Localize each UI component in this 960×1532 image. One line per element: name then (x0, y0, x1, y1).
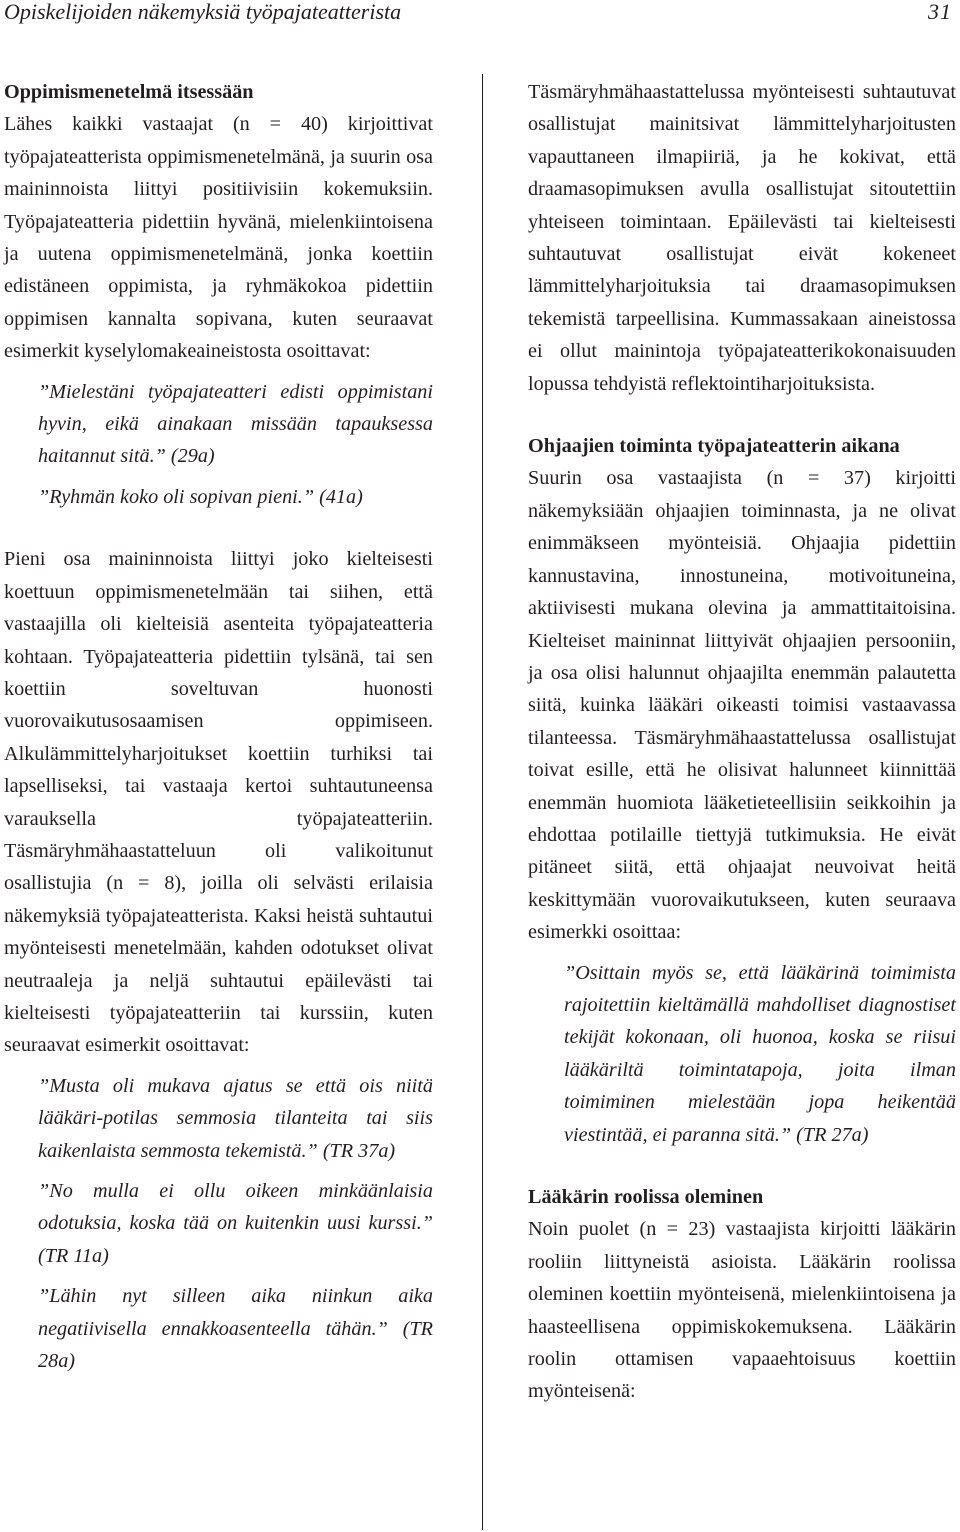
column-divider (482, 74, 483, 1530)
right-column (528, 76, 956, 1408)
quote-tr37a: ”Musta oli mukava ajatus se että ois niitä lääkäri-potilas semmosia tilanteita tai siis kaikenlaista semmosta tekemistä.” (TR 37a) (38, 1074, 433, 1162)
paragraph-laakarin-rooli: Noin puolet (n = 23) vastaajista kirjoitti lääkärin rooliin liittyneistä asioista. Lääkärin roolissa oleminen koettiin myönteisenä, mielenkiintoisena ja haasteellisena oppimiskokemuksena. Lääkärin roolin ottamisen vapaaehtoisuus koettiin myönteisenä: (528, 1218, 956, 1403)
section-heading-oppimismenetelma: Oppimismenetelmä itsessään (4, 81, 254, 103)
quote-tr28a: ”Lähin nyt silleen aika niinkun aika negatiivisella ennakkoasenteella tähän.” (TR 28a) (38, 1285, 433, 1373)
running-header (0, 0, 960, 30)
quote-29a: ”Mielestäni työpajateatteri edisti oppimistani hyvin, eikä ainakaan missään tapauksessa haitannut sitä.” (29a) (38, 380, 433, 468)
quote-tr11a: ”No mulla ei ollu oikeen minkäänlaisia odotuksia, koska tää on kuitenkin uusi kurssi.” (TR 11a) (38, 1180, 433, 1267)
paragraph-kielteiset: Pieni osa maininnoista liittyi joko kielteisesti koettuun oppimismenetelmään tai siihen, että vastaajilla oli kielteisiä asenteita työpajateatteria kohtaan. Työpajateatteria pidettiin tylsänä, tai sen koettiin soveltuvan huonosti vuorovaikutusosaamisen oppimiseen. Alkulämmittelyharjoitukset koettiin turhiksi tai lapselliseksi, tai vastaaja kertoi suhtautuneensa varauksella työpajateatteriin. Täsmäryhmähaastatteluun oli valikoitunut osallistujia (n = 8), joilla oli selvästi erilaisia näkemyksiä työpajateatterista. Kaksi heistä suhtautui myönteisesti menetelmään, kahden odotukset olivat neutraaleja ja neljä suhtautui epäilevästi tai kielteisesti työpajateatteriin tai kurssiin, kuten seuraavat esimerkit osoittavat: (4, 548, 433, 1057)
paragraph-ohjaajat: Suurin osa vastaajista (n = 37) kirjoitti näkemyksiään ohjaajien toiminnasta, ja ne olivat enimmäkseen myönteisiä. Ohjaajia pidettiin kannustavina, innostuneina, motivoituneina, aktiivisesti mukana olevina ja ammattitaitoisina. Kielteiset maininnat liittyivät ohjaajien persooniin, ja osa olisi halunnut ohjaajilta enemmän palautetta siitä, kuinka lääkäri oikeasti toimisi vastaavassa tilanteessa. Täsmäryhmähaastattelussa osallistujat toivat esille, että he olisivat halunneet kiinnittää enemmän huomiota lääketieteellisiin seikkoihin ja ehdottaa potilaille tiettyjä tutkimuksia. He eivät pitäneet siitä, että ohjaajat neuvoivat heitä keskittymään vuorovaikutukseen, kuten seuraava esimerkki osoittaa: (528, 467, 956, 944)
page-number: 31 (928, 0, 952, 24)
paragraph-oppimismenetelma: Lähes kaikki vastaajat (n = 40) kirjoittivat työpajateatterista oppimismenetelmänä, ja suurin osa maininnoista liittyi positiivisiin kokemuksiin. Työpajateatteria pidettiin hyvänä, mielenkiintoisena ja uutena oppimismenetelmänä, jonka koettiin edistäneen oppimista, ja ryhmäkokoa pidettiin oppimisen kannalta sopivana, kuten seuraavat esimerkit kyselylomakeaineistosta osoittavat: (4, 113, 433, 363)
quote-tr27a: ”Osittain myös se, että lääkärinä toimimista rajoitettiin kieltämällä mahdolliset diagnostiset tekijät kokonaan, oli huonoa, koska se riisui lääkäriltä toimintatapoja, joita ilman toimiminen mielestään jopa heikentää viestintää, ei paranna sitä.” (TR 27a) (564, 961, 956, 1146)
quote-41a: ”Ryhmän koko oli sopivan pieni.” (41a) (38, 485, 363, 508)
paragraph-tasmaryhma: Täsmäryhmähaastattelussa myönteisesti suhtautuvat osallistujat mainitsivat lämmittelyharjoitusten vapauttaneen ilmapiiriä, ja he kokivat, että draamasopimuksen avulla osallistujat sitoutettiin yhteiseen toimintaan. Epäilevästi tai kielteisesti suhtautuvat osallistujat eivät kokeneet lämmittelyharjoituksia tai draamasopimuksen tekemistä tarpeellisina. Kummassakaan aineistossa ei ollut mainintoja työpajateatterikokonaisuuden lopussa tehdyistä reflektointiharjoituksista. (528, 81, 956, 395)
section-heading-ohjaajat: Ohjaajien toiminta työpajateatterin aikana (528, 435, 900, 458)
left-column (4, 76, 433, 1377)
section-heading-laakarin-rooli: Lääkärin roolissa oleminen (528, 1186, 764, 1208)
running-title: Opiskelijoiden näkemyksiä työpajateatterista (4, 0, 402, 24)
